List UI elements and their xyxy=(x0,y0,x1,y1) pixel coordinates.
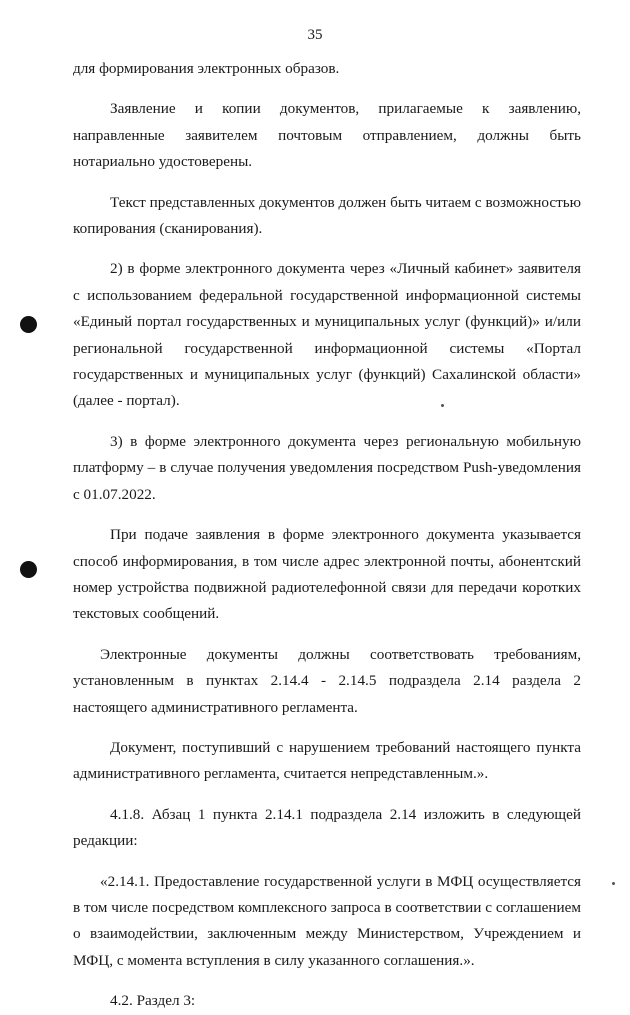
paragraph-notarization: Заявление и копии документов, прилагаемые к заявлению, направленные заявителем почтовым отправлением, должны быть нотариально удостоверены. xyxy=(73,100,581,171)
paragraph-electronic-requirements: Электронные документы должны соответствовать требованиям, установленным в пунктах 2.14.4 - 2.14.5 подраздела 2.14 раздела 2 настоящего административного регламента. xyxy=(73,645,581,716)
scan-speck xyxy=(441,404,444,407)
paragraph-portal-submission: 2) в форме электронного документа через «Личный кабинет» заявителя с использованием федеральной государственной информационной системы «Единый портал государственных и муниципальных услуг (функций)» и/или региональной государственной информационной системы «Портал государственных и муниципальных услуг (функций) Сахалинской области» (далее - портал). xyxy=(73,260,581,410)
scan-speck xyxy=(612,882,615,885)
paragraph-readability: Текст представленных документов должен быть читаем с возможностью копирования (сканирования). xyxy=(73,193,581,238)
document-body xyxy=(73,56,581,1015)
paragraph-notification-method: При подаче заявления в форме электронного документа указывается способ информирования, в том числе адрес электронной почты, абонентский номер устройства подвижной радиотелефонной связи для передачи коротких текстовых сообщений. xyxy=(73,526,581,623)
paragraph-quoted-2-14-1: «2.14.1. Предоставление государственной услуги в МФЦ осуществляется в том числе посредством комплексного запроса в соответствии с соглашением о взаимодействии, заключенным между Министерством, Учреждением и МФЦ, с момента вступления в силу указанного соглашения.». xyxy=(73,872,581,969)
paragraph-noncompliant-document: Документ, поступивший с нарушением требований настоящего пункта административного регламента, считается непредставленным.». xyxy=(73,738,581,783)
paragraph-amendment-4-1-8: 4.1.8. Абзац 1 пункта 2.14.1 подраздела 2.14 изложить в следующей редакции: xyxy=(73,805,581,850)
paragraph-continuation: для формирования электронных образов. xyxy=(73,60,340,77)
punch-hole-mark xyxy=(20,316,37,333)
page-number: 35 xyxy=(307,27,323,43)
paragraph-section-4-2: 4.2. Раздел 3: xyxy=(110,992,196,1010)
paragraph-mobile-platform: 3) в форме электронного документа через региональную мобильную платформу – в случае получения уведомления посредством Push-уведомления с 01.07.2022. xyxy=(73,432,581,503)
punch-hole-mark xyxy=(20,561,37,578)
